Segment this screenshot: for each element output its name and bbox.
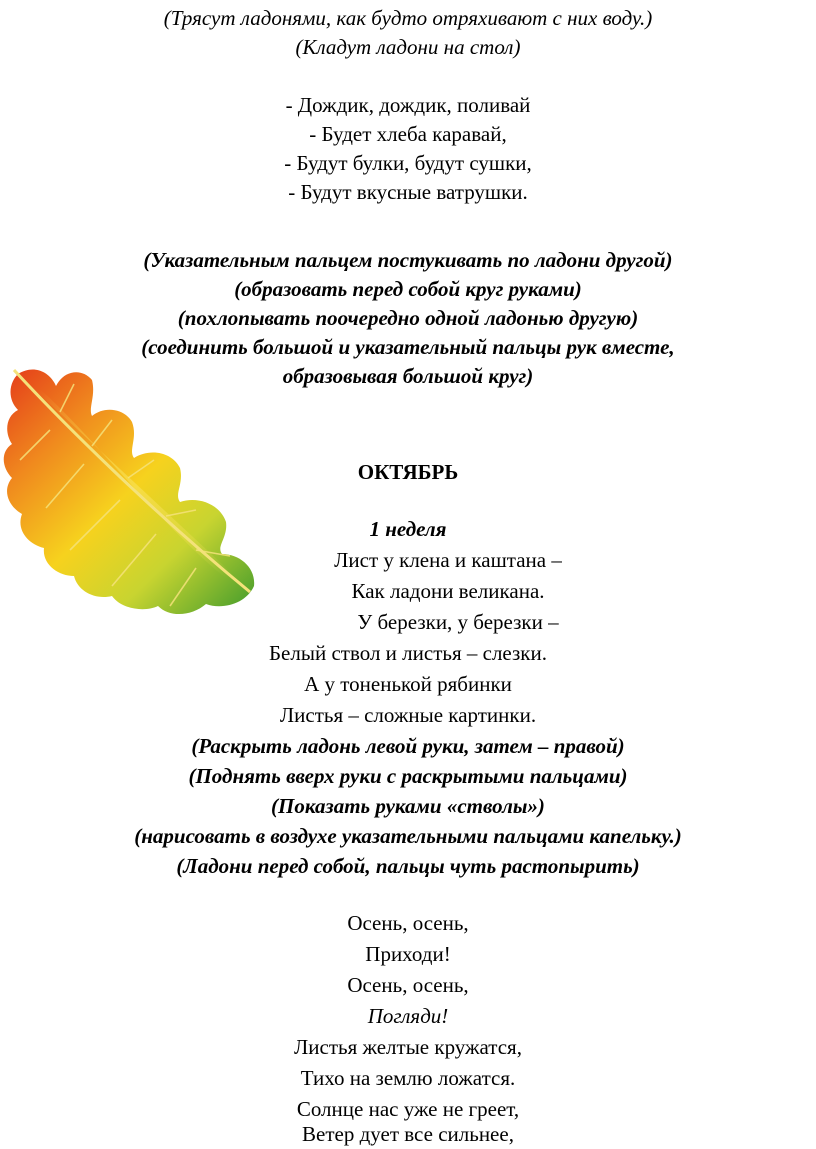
week-heading: 1 неделя	[369, 517, 447, 541]
stage-direction: (Показать руками «стволы»)	[271, 794, 545, 818]
verse-line: - Дождик, дождик, поливай	[285, 93, 531, 117]
verse-line: Лист у клена и каштана –	[334, 548, 562, 572]
stage-direction: (Указательным пальцем постукивать по ладони другой)	[143, 248, 673, 272]
stage-direction: (Раскрыть ладонь левой руки, затем – правой)	[191, 734, 625, 758]
stage-direction: (соединить большой и указательный пальцы рук вместе,	[141, 335, 675, 359]
stage-direction: (Поднять вверх руки с раскрытыми пальцами)	[188, 764, 628, 788]
verse-line: - Будут вкусные ватрушки.	[288, 180, 528, 204]
verse-line: Листья – сложные картинки.	[279, 703, 537, 727]
verse-line: Белый ствол и листья – слезки.	[269, 641, 547, 665]
verse-line: Осень, осень,	[347, 911, 469, 935]
verse-line: А у тоненькой рябинки	[304, 672, 512, 696]
verse-line: Приходи!	[365, 942, 451, 966]
verse-line: Как ладони великана.	[351, 579, 545, 603]
stage-direction: (нарисовать в воздухе указательными пальцами капельку.)	[134, 824, 682, 848]
stage-direction: (похлопывать поочередно одной ладонью другую)	[177, 306, 639, 330]
stage-direction: (Трясут ладонями, как будто отряхивают с них воду.)	[163, 6, 653, 30]
month-heading: ОКТЯБРЬ	[357, 460, 459, 484]
verse-line: Тихо на землю ложатся.	[300, 1066, 516, 1090]
verse-line: Ветер дует все сильнее,	[302, 1122, 514, 1146]
stage-direction: (образовать перед собой круг руками)	[234, 277, 582, 301]
verse-line: Солнце нас уже не греет,	[296, 1097, 520, 1121]
verse-line: У березки, у березки –	[357, 610, 559, 634]
verse-line: Листья желтые кружатся,	[294, 1035, 522, 1059]
verse-line: Погляди!	[367, 1004, 449, 1028]
verse-line: - Будет хлеба каравай,	[309, 122, 507, 146]
verse-line: Осень, осень,	[347, 973, 469, 997]
verse-line: - Будут булки, будут сушки,	[284, 151, 532, 175]
stage-direction: образовывая большой круг)	[282, 364, 534, 388]
stage-direction: (Кладут ладони на стол)	[295, 35, 521, 59]
stage-direction: (Ладони перед собой, пальцы чуть растопырить)	[176, 854, 640, 878]
